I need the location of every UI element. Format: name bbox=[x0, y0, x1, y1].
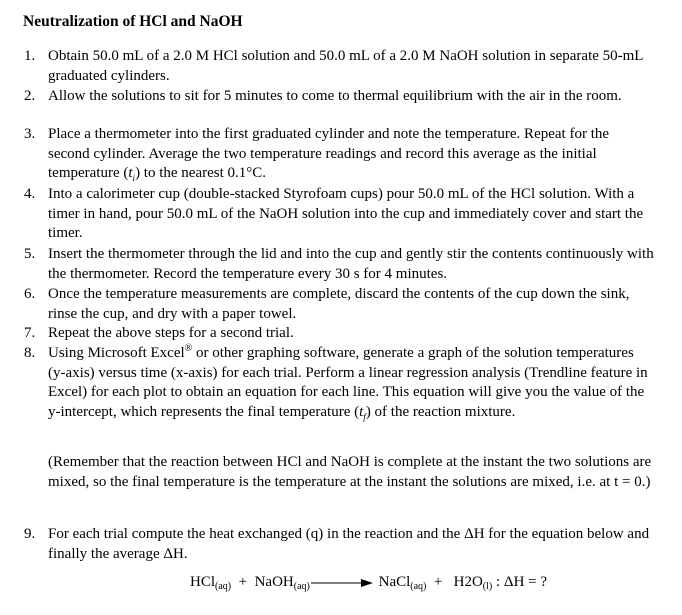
step-text: Allow the solutions to sit for 5 minutes to come to thermal equilibrium with the air in the room. bbox=[48, 88, 622, 104]
reaction-arrow-icon bbox=[311, 578, 373, 588]
step-number: 2. bbox=[24, 88, 36, 104]
step-number: 5. bbox=[24, 246, 36, 262]
plus-sign: + bbox=[433, 574, 443, 590]
product-water: $H2O_{(l)}$ bbox=[453, 574, 493, 592]
enthalpy-label: : ΔH = ? bbox=[496, 574, 548, 590]
step-number: 9. bbox=[24, 526, 36, 542]
step-text: Insert the thermometer through the lid and into the cup and gently stir the contents continuously with the thermometer. Record the temperature every 30 s for 4 minutes. bbox=[48, 246, 654, 282]
step-number: 7. bbox=[24, 325, 36, 341]
step-text: Using Microsoft Excel® or other graphing software, generate a graph of the solution temperatures (y-axis) versus time (x-axis) for each trial. Perform a linear regression analysis (Trendline feature in Excel) for each plot to obtain an equation for each line. This equation will give you the value of the y-intercept, which represents the final temperature $(t_f)$ of the reaction mixture. bbox=[48, 343, 648, 422]
plus-sign: + bbox=[238, 574, 248, 590]
page-title: Neutralization of HCl and NaOH bbox=[23, 13, 243, 30]
reactant-hcl: HCl$_{(aq)}$ bbox=[190, 574, 232, 592]
step-text: Once the temperature measurements are complete, discard the contents of the cup down the sink, rinse the cup, and dry with a paper towel. bbox=[48, 286, 630, 322]
step-number: 1. bbox=[24, 48, 36, 64]
reactant-naoh: NaOH$_{(aq)}$ bbox=[254, 574, 310, 592]
step-text: Into a calorimeter cup (double-stacked Styrofoam cups) pour 50.0 mL of the HCl solution. With a timer in hand, pour 50.0 mL of the NaOH solution into the cup and immediately cover and start the timer. bbox=[48, 186, 644, 242]
step-number: 6. bbox=[24, 286, 36, 302]
note-paragraph: (Remember that the reaction between HCl and NaOH is complete at the instant the two solutions are mixed, so the final temperature is the temperature at the instant the solutions are mixed, i.e. at t = 0.) bbox=[48, 454, 652, 490]
step-text: Obtain 50.0 mL of a 2.0 M HCl solution and 50.0 mL of a 2.0 M NaOH solution in separate 50-mL graduated cylinders. bbox=[48, 48, 643, 84]
reaction-equation bbox=[190, 573, 547, 593]
product-nacl: NaCl$_{(aq)}$ bbox=[378, 574, 427, 592]
step-number: 3. bbox=[24, 126, 36, 142]
step-number: 4. bbox=[24, 186, 36, 202]
step-text: Repeat the above steps for a second trial. bbox=[48, 325, 294, 341]
step-text: Place a thermometer into the first graduated cylinder and note the temperature. Repeat for the second cylinder. Average the two temperature readings and record this average as the initial temperature $(t_i)$ to the nearest 0.1°C. bbox=[48, 126, 610, 184]
step-text: For each trial compute the heat exchanged (q) in the reaction and the ΔH for the equation below and finally the average ΔH. bbox=[48, 526, 650, 562]
step-number: 8. bbox=[24, 345, 36, 361]
